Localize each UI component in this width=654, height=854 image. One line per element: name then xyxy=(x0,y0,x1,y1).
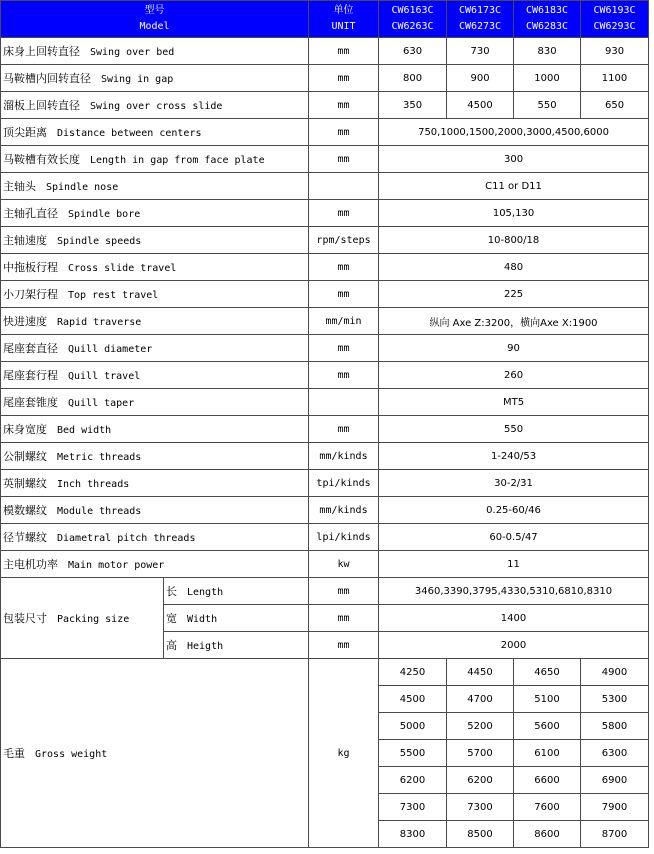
weight-value: 8300 xyxy=(379,821,447,848)
spec-value: 1100 xyxy=(581,65,649,92)
spec-value: 730 xyxy=(447,38,514,65)
spec-unit: lpi/kinds xyxy=(309,524,379,551)
model-col-2 xyxy=(447,1,514,38)
spec-unit: mm xyxy=(309,146,379,173)
packing-unit: mm xyxy=(309,578,379,605)
spec-value: 930 xyxy=(581,38,649,65)
spec-unit: mm xyxy=(309,119,379,146)
model-name: CW6183C xyxy=(525,5,569,16)
spec-label-cell xyxy=(1,308,309,335)
packing-sub-label xyxy=(164,605,309,632)
spec-label-cell xyxy=(1,497,309,524)
spec-label-cn: 快进速度 xyxy=(3,315,47,328)
spec-label-en: Module threads xyxy=(57,506,142,517)
spec-row xyxy=(1,524,649,551)
spec-label-cn: 主轴孔直径 xyxy=(3,207,58,220)
spec-label-cell xyxy=(1,443,309,470)
spec-label-en: Swing over bed xyxy=(90,47,175,58)
spec-label-en: Quill travel xyxy=(68,371,141,382)
spec-value: MT5 xyxy=(379,389,649,416)
spec-unit: mm xyxy=(309,65,379,92)
packing-sub-cn: 长 xyxy=(166,585,177,598)
weight-label-cn: 毛重 xyxy=(3,747,25,760)
model-name: CW6263C xyxy=(391,21,434,32)
spec-value: 11 xyxy=(379,551,649,578)
model-label-cn: 型号 xyxy=(144,5,165,16)
spec-row xyxy=(1,389,649,416)
weight-value: 6900 xyxy=(581,767,649,794)
spec-value: 650 xyxy=(581,92,649,119)
weight-value: 5100 xyxy=(514,686,581,713)
weight-label-en: Gross weight xyxy=(35,749,108,760)
spec-label-en: Inch threads xyxy=(57,479,130,490)
spec-label-cn: 公制螺纹 xyxy=(3,450,47,463)
spec-row xyxy=(1,551,649,578)
weight-value: 5800 xyxy=(581,713,649,740)
spec-value: 800 xyxy=(379,65,447,92)
spec-label-cell xyxy=(1,551,309,578)
spec-label-cn: 床身上回转直径 xyxy=(3,45,80,58)
spec-unit: rpm/steps xyxy=(309,227,379,254)
spec-label-cell xyxy=(1,281,309,308)
spec-value: 630 xyxy=(379,38,447,65)
spec-label-cn: 顶尖距离 xyxy=(3,126,47,139)
spec-unit: mm/kinds xyxy=(309,443,379,470)
spec-value: 60-0.5/47 xyxy=(379,524,649,551)
weight-value: 6300 xyxy=(581,740,649,767)
model-name: CW6283C xyxy=(525,21,569,32)
spec-label-en: Spindle nose xyxy=(46,182,119,193)
model-col-1 xyxy=(379,1,447,38)
spec-row xyxy=(1,173,649,200)
spec-label-cn: 英制螺纹 xyxy=(3,477,47,490)
spec-value: 30-2/31 xyxy=(379,470,649,497)
weight-value: 6600 xyxy=(514,767,581,794)
spec-label-cn: 径节螺纹 xyxy=(3,531,47,544)
spec-label-en: Length in gap from face plate xyxy=(90,155,265,166)
packing-sub-label xyxy=(164,578,309,605)
model-name: CW6163C xyxy=(391,5,434,16)
spec-row xyxy=(1,335,649,362)
unit-label-cn: 单位 xyxy=(333,5,354,16)
weight-value: 4700 xyxy=(447,686,514,713)
packing-sub-label xyxy=(164,632,309,659)
model-name: CW6173C xyxy=(458,5,502,16)
weight-value: 5600 xyxy=(514,713,581,740)
spec-label-cell xyxy=(1,92,309,119)
weight-value: 5200 xyxy=(447,713,514,740)
model-name: CW6293C xyxy=(593,21,636,32)
spec-label-cn: 主轴速度 xyxy=(3,234,47,247)
spec-label-cell xyxy=(1,335,309,362)
spec-label-cell xyxy=(1,470,309,497)
spec-label-en: Top rest travel xyxy=(68,290,159,301)
spec-row xyxy=(1,497,649,524)
spec-unit: mm xyxy=(309,200,379,227)
spec-row xyxy=(1,443,649,470)
spec-row xyxy=(1,119,649,146)
spec-label-cell xyxy=(1,173,309,200)
weight-value: 6200 xyxy=(447,767,514,794)
packing-label-cell xyxy=(1,578,164,659)
model-name: CW6193C xyxy=(593,5,636,16)
spec-label-cell xyxy=(1,254,309,281)
spec-value: 4500 xyxy=(447,92,514,119)
packing-unit: mm xyxy=(309,605,379,632)
spec-value: 550 xyxy=(514,92,581,119)
weight-value: 8600 xyxy=(514,821,581,848)
spec-label-en: Bed width xyxy=(57,425,112,436)
packing-label-en: Packing size xyxy=(57,614,130,625)
weight-value: 7300 xyxy=(447,794,514,821)
packing-unit: mm xyxy=(309,632,379,659)
spec-label-cn: 溜板上回转直径 xyxy=(3,99,80,112)
spec-label-cell xyxy=(1,524,309,551)
spec-value: 900 xyxy=(447,65,514,92)
packing-label-cn: 包装尺寸 xyxy=(3,612,47,625)
spec-row xyxy=(1,227,649,254)
spec-label-cell xyxy=(1,65,309,92)
spec-label-cn: 马鞍槽有效长度 xyxy=(3,153,80,166)
weight-value: 7300 xyxy=(379,794,447,821)
spec-unit: mm xyxy=(309,416,379,443)
spec-label-cn: 主电机功率 xyxy=(3,558,58,571)
weight-label-cell xyxy=(1,659,309,848)
unit-header-cell xyxy=(309,1,379,38)
spec-value: 260 xyxy=(379,362,649,389)
spec-label-cn: 尾座套直径 xyxy=(3,342,58,355)
spec-unit: mm xyxy=(309,38,379,65)
model-col-3 xyxy=(514,1,581,38)
packing-sub-cn: 宽 xyxy=(166,612,177,625)
spec-row xyxy=(1,254,649,281)
spec-label-en: Swing in gap xyxy=(101,74,174,85)
spec-label-en: Rapid traverse xyxy=(57,317,142,328)
spec-label-en: Main motor power xyxy=(68,560,165,571)
spec-row xyxy=(1,416,649,443)
spec-value: 90 xyxy=(379,335,649,362)
spec-row xyxy=(1,308,649,335)
spec-label-cell xyxy=(1,38,309,65)
packing-sub-cn: 高 xyxy=(166,639,177,652)
weight-value: 8700 xyxy=(581,821,649,848)
spec-unit: mm/kinds xyxy=(309,497,379,524)
spec-value: 1000 xyxy=(514,65,581,92)
spec-value: 225 xyxy=(379,281,649,308)
spec-unit: mm xyxy=(309,281,379,308)
spec-label-en: Metric threads xyxy=(57,452,142,463)
spec-unit: tpi/kinds xyxy=(309,470,379,497)
spec-unit: mm xyxy=(309,362,379,389)
spec-value: 1-240/53 xyxy=(379,443,649,470)
weight-value: 5300 xyxy=(581,686,649,713)
weight-value: 7900 xyxy=(581,794,649,821)
model-label-en: Model xyxy=(139,21,170,32)
spec-unit: mm xyxy=(309,92,379,119)
spec-unit xyxy=(309,173,379,200)
weight-value: 4500 xyxy=(379,686,447,713)
model-header-cell xyxy=(1,1,309,38)
spec-label-cell xyxy=(1,146,309,173)
weight-value: 6200 xyxy=(379,767,447,794)
weight-value: 7600 xyxy=(514,794,581,821)
packing-value: 3460,3390,3795,4330,5310,6810,8310 xyxy=(379,578,649,605)
spec-value: 10-800/18 xyxy=(379,227,649,254)
spec-label-cell xyxy=(1,362,309,389)
weight-value: 5700 xyxy=(447,740,514,767)
spec-label-en: Spindle bore xyxy=(68,209,141,220)
spec-label-cn: 中拖板行程 xyxy=(3,261,58,274)
spec-value: 300 xyxy=(379,146,649,173)
weight-row xyxy=(1,659,649,686)
spec-label-cell xyxy=(1,200,309,227)
spec-label-en: Spindle speeds xyxy=(57,236,142,247)
packing-row xyxy=(1,578,649,605)
spec-value: 350 xyxy=(379,92,447,119)
spec-row xyxy=(1,200,649,227)
spec-label-en: Quill taper xyxy=(68,398,135,409)
weight-value: 4900 xyxy=(581,659,649,686)
spec-label-en: Swing over cross slide xyxy=(90,101,223,112)
spec-label-cell xyxy=(1,227,309,254)
spec-label-en: Diametral pitch threads xyxy=(57,533,196,544)
model-name: CW6273C xyxy=(458,21,502,32)
spec-label-cn: 床身宽度 xyxy=(3,423,47,436)
spec-label-cn: 主轴头 xyxy=(3,180,36,193)
spec-row xyxy=(1,146,649,173)
weight-value: 8500 xyxy=(447,821,514,848)
spec-unit xyxy=(309,389,379,416)
spec-label-cell xyxy=(1,416,309,443)
spec-unit: mm/min xyxy=(309,308,379,335)
spec-value: 750,1000,1500,2000,3000,4500,6000 xyxy=(379,119,649,146)
weight-value: 4450 xyxy=(447,659,514,686)
packing-sub-en: Heigth xyxy=(187,641,224,652)
model-col-4 xyxy=(581,1,649,38)
spec-label-cn: 尾座套锥度 xyxy=(3,396,58,409)
spec-value: 550 xyxy=(379,416,649,443)
spec-value: 纵向 Axe Z:3200，横向Axe X:1900 xyxy=(379,308,649,335)
packing-value: 2000 xyxy=(379,632,649,659)
weight-value: 5500 xyxy=(379,740,447,767)
spec-unit: mm xyxy=(309,254,379,281)
spec-row xyxy=(1,470,649,497)
weight-value: 6100 xyxy=(514,740,581,767)
spec-label-cn: 小刀架行程 xyxy=(3,288,58,301)
packing-sub-en: Width xyxy=(187,614,218,625)
spec-value: 0.25-60/46 xyxy=(379,497,649,524)
header-row xyxy=(1,1,649,38)
spec-row xyxy=(1,362,649,389)
spec-label-cell xyxy=(1,389,309,416)
spec-row xyxy=(1,92,649,119)
weight-unit: kg xyxy=(309,659,379,848)
spec-value: 830 xyxy=(514,38,581,65)
spec-label-en: Quill diameter xyxy=(68,344,153,355)
spec-row xyxy=(1,281,649,308)
spec-value: C11 or D11 xyxy=(379,173,649,200)
spec-label-cell xyxy=(1,119,309,146)
weight-value: 5000 xyxy=(379,713,447,740)
spec-label-cn: 模数螺纹 xyxy=(3,504,47,517)
weight-value: 4250 xyxy=(379,659,447,686)
spec-unit: mm xyxy=(309,335,379,362)
spec-value: 105,130 xyxy=(379,200,649,227)
spec-row xyxy=(1,38,649,65)
unit-label-en: UNIT xyxy=(331,21,356,32)
packing-sub-en: Length xyxy=(187,587,224,598)
packing-value: 1400 xyxy=(379,605,649,632)
spec-label-en: Cross slide travel xyxy=(68,263,177,274)
spec-unit: kw xyxy=(309,551,379,578)
weight-value: 4650 xyxy=(514,659,581,686)
spec-value: 480 xyxy=(379,254,649,281)
spec-label-en: Distance between centers xyxy=(57,128,202,139)
spec-row xyxy=(1,65,649,92)
spec-label-cn: 马鞍槽内回转直径 xyxy=(3,72,91,85)
spec-label-cn: 尾座套行程 xyxy=(3,369,58,382)
